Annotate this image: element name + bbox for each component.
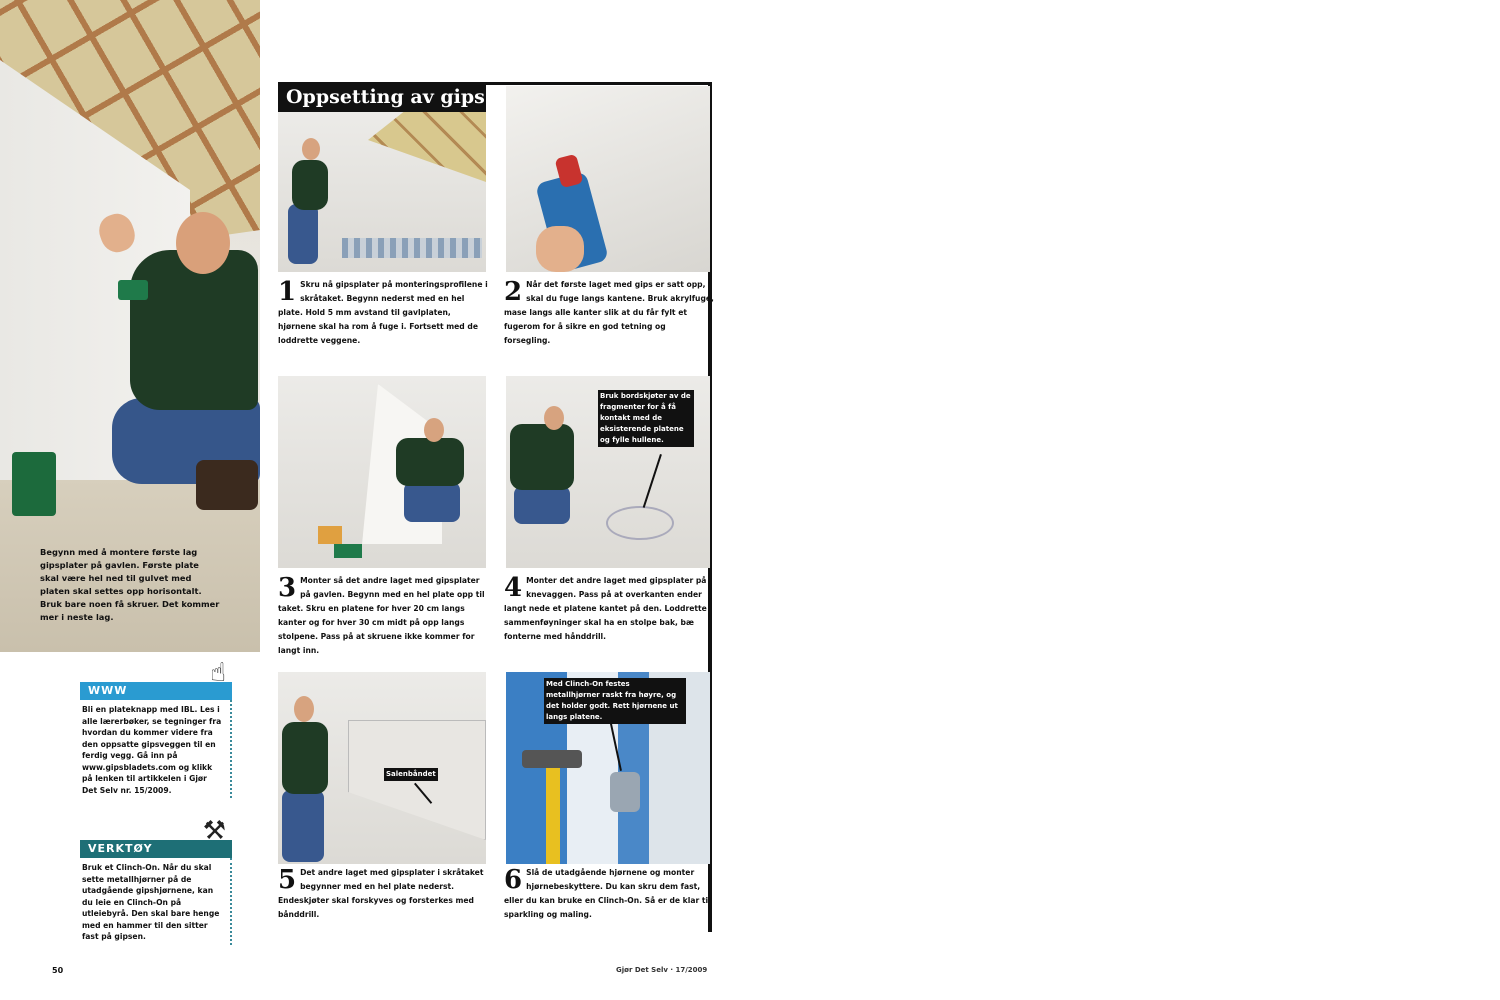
- step-2-text: Når det første laget med gips er satt opp, skal du fuge langs kantene. Bruk akrylfuge, mase langs alle kanter slik at du får fylt et fugerom for å sikre en god tetning og forsegling.: [504, 280, 714, 345]
- step-1-photo: [278, 112, 486, 272]
- drill-on-floor: [12, 452, 56, 516]
- panel-title: Oppsetting av gips: [278, 82, 486, 112]
- worker-body: [130, 250, 258, 410]
- step-2-photo: [506, 86, 710, 272]
- www-callout-body: Bli en plateknapp med IBL. Les i alle lærerbøker, se tegninger fra hvordan du kommer videre fra den oppsatte gipsveggen til en ferdig vegg. Gå inn på www.gipsbladets.com og klikk på lenken til artikkelen i Gjør Det Selv nr. 15/2009.: [80, 700, 232, 798]
- step-3-number: 3: [278, 573, 297, 603]
- magazine-footer: Gjør Det Selv · 17/2009: [616, 966, 708, 974]
- step-6: [504, 866, 714, 922]
- step-3-photo: [278, 376, 486, 568]
- tools-callout-body: Bruk et Clinch-On. Når du skal sette metallhjørner på de utadgående gipshjørnene, kan du leie en Clinch-On på utleiebyrå. Den skal bare henge med en hammer til den sitter fast på gipsen.: [80, 858, 232, 945]
- step-3-text: Monter så det andre laget med gipsplater på gavlen. Begynn med en hel plate opp til taket. Skru en platene for hver 20 cm langs kanter og for hver 30 cm midt på opp langs stolpene. Pass på at skruene ikke kommer for langt inn.: [278, 576, 485, 655]
- step-1: [278, 278, 488, 348]
- step-2: [504, 278, 714, 348]
- step-1-number: 1: [278, 277, 297, 307]
- step-4-label: Bruk bordskjøter av de fragmenter for å få kontakt med de eksisterende platene og fylle hullene.: [598, 390, 694, 447]
- www-callout: [80, 658, 232, 798]
- step-4-text: Monter det andre laget med gipsplater på knevaggen. Pass på at overkanten ender langt nede et platene kantet på den. Loddrette sammenføyninger skal ha en stolpe bak, bæ fonterne med hånddrill.: [504, 576, 707, 641]
- www-callout-header: WWW: [80, 682, 232, 700]
- step-5-text: Det andre laget med gipsplater i skråtaket begynner med en hel plate nederst. Endeskjøter skal forskyves og forsterkes med bånddrill.: [278, 868, 484, 919]
- step-6-text: Slå de utadgående hjørnene og monter hjørnebeskyttere. Du kan skru dem fast, eller du kan bruke en Clinch-On. Så er de klar til sparkling og maling.: [504, 868, 711, 919]
- hero-photo: [0, 0, 260, 652]
- step-5: [278, 866, 488, 922]
- tools-callout-header: VERKTØY: [80, 840, 232, 858]
- pointing-hand-icon: ☝: [210, 658, 226, 688]
- step-5-photo: [278, 672, 486, 864]
- step-5-number: 5: [278, 865, 297, 895]
- step-6-number: 6: [504, 865, 523, 895]
- step-3: [278, 574, 488, 658]
- page-number: 50: [52, 966, 64, 975]
- hero-caption: Begynn med å montere første lag gipsplater på gavlen. Første plate skal være hel ned til gulvet med platen skal settes opp horisontalt. Bruk bare noen få skruer. Det kommer mer i neste lag.: [40, 547, 220, 622]
- worker-head: [176, 212, 230, 274]
- step-1-text: Skru nå gipsplater på monteringsprofilene i skråtaket. Begynn nederst med en hel plate. Hold 5 mm avstand til gavlplaten, hjørnene skal ha rom å fuge i. Fortsett med de loddrette veggene.: [278, 280, 488, 345]
- step-4-number: 4: [504, 573, 523, 603]
- drill-icon: [118, 280, 148, 300]
- step-6-photo: [506, 672, 710, 864]
- step-4: [504, 574, 714, 644]
- tools-callout: [80, 816, 232, 945]
- step-4-photo: [506, 376, 710, 568]
- step-5-label: Salenbåndet: [384, 768, 438, 781]
- step-6-label: Med Clinch-On festes metallhjørner raskt fra høyre, og det holder godt. Rett hjørnene ut langs platene.: [544, 678, 686, 724]
- step-2-number: 2: [504, 277, 523, 307]
- instructions-panel: [278, 82, 712, 932]
- hammer-icon: ⚒: [202, 816, 226, 846]
- worker-boots: [196, 460, 258, 510]
